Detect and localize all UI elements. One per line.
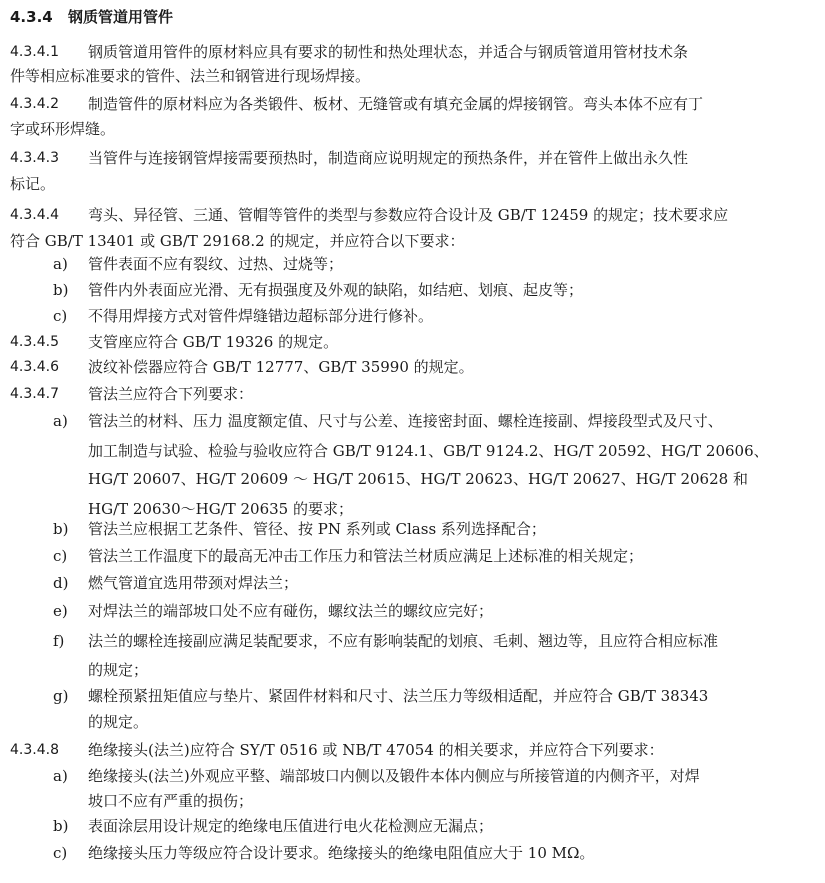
list-item-text: 管法兰工作温度下的最高无冲击工作压力和管法兰材质应满足上述标准的相关规定； — [88, 547, 644, 565]
list-item-line — [0, 254, 825, 274]
clause-text: 字或环形焊缝。 — [10, 120, 116, 138]
clause-text: 弯头、异径管、三通、管帽等管件的类型与参数应符合设计及 GB/T 12459 的规定；技术要求应 — [88, 206, 729, 224]
clause-text: 件等相应标准要求的管件、法兰和钢管进行现场焊接。 — [10, 67, 371, 85]
clause-text: 符合 GB/T 13401 或 GB/T 29168.2 的规定，并应符合以下要求： — [10, 232, 465, 250]
list-item-line — [0, 411, 825, 431]
clause-text: 管法兰应符合下列要求： — [88, 385, 254, 403]
clause-text: 波纹补偿器应符合 GB/T 12777、GB/T 35990 的规定。 — [88, 358, 474, 376]
list-item-text: 绝缘接头(法兰)外观应平整、端部坡口内侧以及锻件本体内侧应与所接管道的内侧齐平，对焊 — [88, 767, 700, 785]
clause-number: 4.3.4.2 — [10, 96, 59, 112]
clause-line — [0, 231, 825, 251]
clause-line — [0, 740, 825, 760]
list-item-line — [0, 843, 825, 863]
list-item-line — [0, 499, 825, 519]
clause-number: 4.3.4.6 — [10, 359, 59, 375]
list-item-marker: c) — [53, 307, 68, 325]
clause-number: 4.3.4.3 — [10, 150, 59, 166]
clause-text: 钢质管道用管件的原材料应具有要求的韧性和热处理状态，并适合与钢质管道用管材技术条 — [88, 43, 689, 61]
clause-line — [0, 66, 825, 86]
list-item-marker: g) — [53, 687, 69, 705]
list-item-line — [0, 573, 825, 593]
list-item-marker: a) — [53, 412, 68, 430]
clause-text: 制造管件的原材料应为各类锻件、板材、无缝管或有填充金属的焊接钢管。弯头本体不应有丁 — [88, 95, 704, 113]
list-item-line — [0, 441, 825, 461]
clause-number: 4.3.4.4 — [10, 207, 59, 223]
list-item-line — [0, 519, 825, 539]
clause-line — [0, 174, 825, 194]
list-item-text: 不得用焊接方式对管件焊缝错边超标部分进行修补。 — [88, 307, 434, 325]
section-title: 钢质管道用管件 — [67, 8, 173, 26]
section-number: 4.3.4 — [10, 8, 53, 26]
list-item-line — [0, 469, 825, 489]
list-item-marker: c) — [53, 844, 68, 862]
list-item-line — [0, 306, 825, 326]
clause-text: 标记。 — [10, 175, 56, 193]
list-item-text: 法兰的螺栓连接副应满足装配要求，不应有影响装配的划痕、毛刺、翘边等，且应符合相应标准 — [88, 632, 719, 650]
list-item-line — [0, 601, 825, 621]
list-item-text: 坡口不应有严重的损伤； — [88, 792, 254, 810]
list-item-line — [0, 686, 825, 706]
list-item-marker: f) — [53, 632, 65, 650]
section-heading — [10, 7, 173, 27]
list-item-marker: a) — [53, 255, 68, 273]
clause-number: 4.3.4.5 — [10, 334, 59, 350]
list-item-marker: a) — [53, 767, 68, 785]
clause-text: 绝缘接头(法兰)应符合 SY/T 0516 或 NB/T 47054 的相关要求，并应符合下列要求： — [88, 741, 664, 759]
clause-line — [0, 384, 825, 404]
list-item-marker: e) — [53, 602, 68, 620]
list-item-text: 管件内外表面应光滑、无有损强度及外观的缺陷，如结疤、划痕、起皮等； — [88, 281, 584, 299]
list-item-text: 燃气管道宜选用带颈对焊法兰； — [88, 574, 299, 592]
list-item-line — [0, 791, 825, 811]
list-item-text: 的规定。 — [88, 713, 149, 731]
list-item-text: 加工制造与试验、检验与验收应符合 GB/T 9124.1、GB/T 9124.2、HG/T 20592、HG/T 20606、 — [88, 442, 769, 460]
list-item-line — [0, 660, 825, 680]
clause-line — [0, 332, 825, 352]
list-item-text: 对焊法兰的端部坡口处不应有碰伤，螺纹法兰的螺纹应完好； — [88, 602, 494, 620]
list-item-line — [0, 816, 825, 836]
list-item-text: HG/T 20607、HG/T 20609 ～ HG/T 20615、HG/T 20623、HG/T 20627、HG/T 20628 和 — [88, 470, 748, 488]
list-item-text: 的规定； — [88, 661, 149, 679]
list-item-line — [0, 712, 825, 732]
list-item-marker: b) — [53, 520, 69, 538]
clause-number: 4.3.4.7 — [10, 386, 59, 402]
list-item-line — [0, 280, 825, 300]
list-item-marker: d) — [53, 574, 69, 592]
list-item-text: 绝缘接头压力等级应符合设计要求。绝缘接头的绝缘电阻值应大于 10 MΩ。 — [88, 844, 595, 862]
list-item-text: 管件表面不应有裂纹、过热、过烧等； — [88, 255, 344, 273]
list-item-text: 表面涂层用设计规定的绝缘电压值进行电火花检测应无漏点； — [88, 817, 494, 835]
list-item-text: 螺栓预紧扭矩值应与垫片、紧固件材料和尺寸、法兰压力等级相适配，并应符合 GB/T 38343 — [88, 687, 709, 705]
clause-number: 4.3.4.8 — [10, 742, 59, 758]
clause-line — [0, 94, 825, 114]
list-item-marker: b) — [53, 817, 69, 835]
list-item-marker: c) — [53, 547, 68, 565]
list-item-text: 管法兰应根据工艺条件、管径、按 PN 系列或 Class 系列选择配合； — [88, 520, 546, 538]
clause-number: 4.3.4.1 — [10, 44, 59, 60]
list-item-line — [0, 766, 825, 786]
clause-text: 当管件与连接钢管焊接需要预热时，制造商应说明规定的预热条件，并在管件上做出永久性 — [88, 149, 689, 167]
list-item-line — [0, 546, 825, 566]
clause-text: 支管座应符合 GB/T 19326 的规定。 — [88, 333, 339, 351]
clause-line — [0, 42, 825, 62]
clause-line — [0, 357, 825, 377]
clause-line — [0, 148, 825, 168]
list-item-text: 管法兰的材料、压力 温度额定值、尺寸与公差、连接密封面、螺栓连接副、焊接段型式及尺寸、 — [88, 412, 723, 430]
list-item-line — [0, 631, 825, 651]
clause-line — [0, 205, 825, 225]
clause-line — [0, 119, 825, 139]
list-item-text: HG/T 20630～HG/T 20635 的要求； — [88, 500, 353, 518]
list-item-marker: b) — [53, 281, 69, 299]
